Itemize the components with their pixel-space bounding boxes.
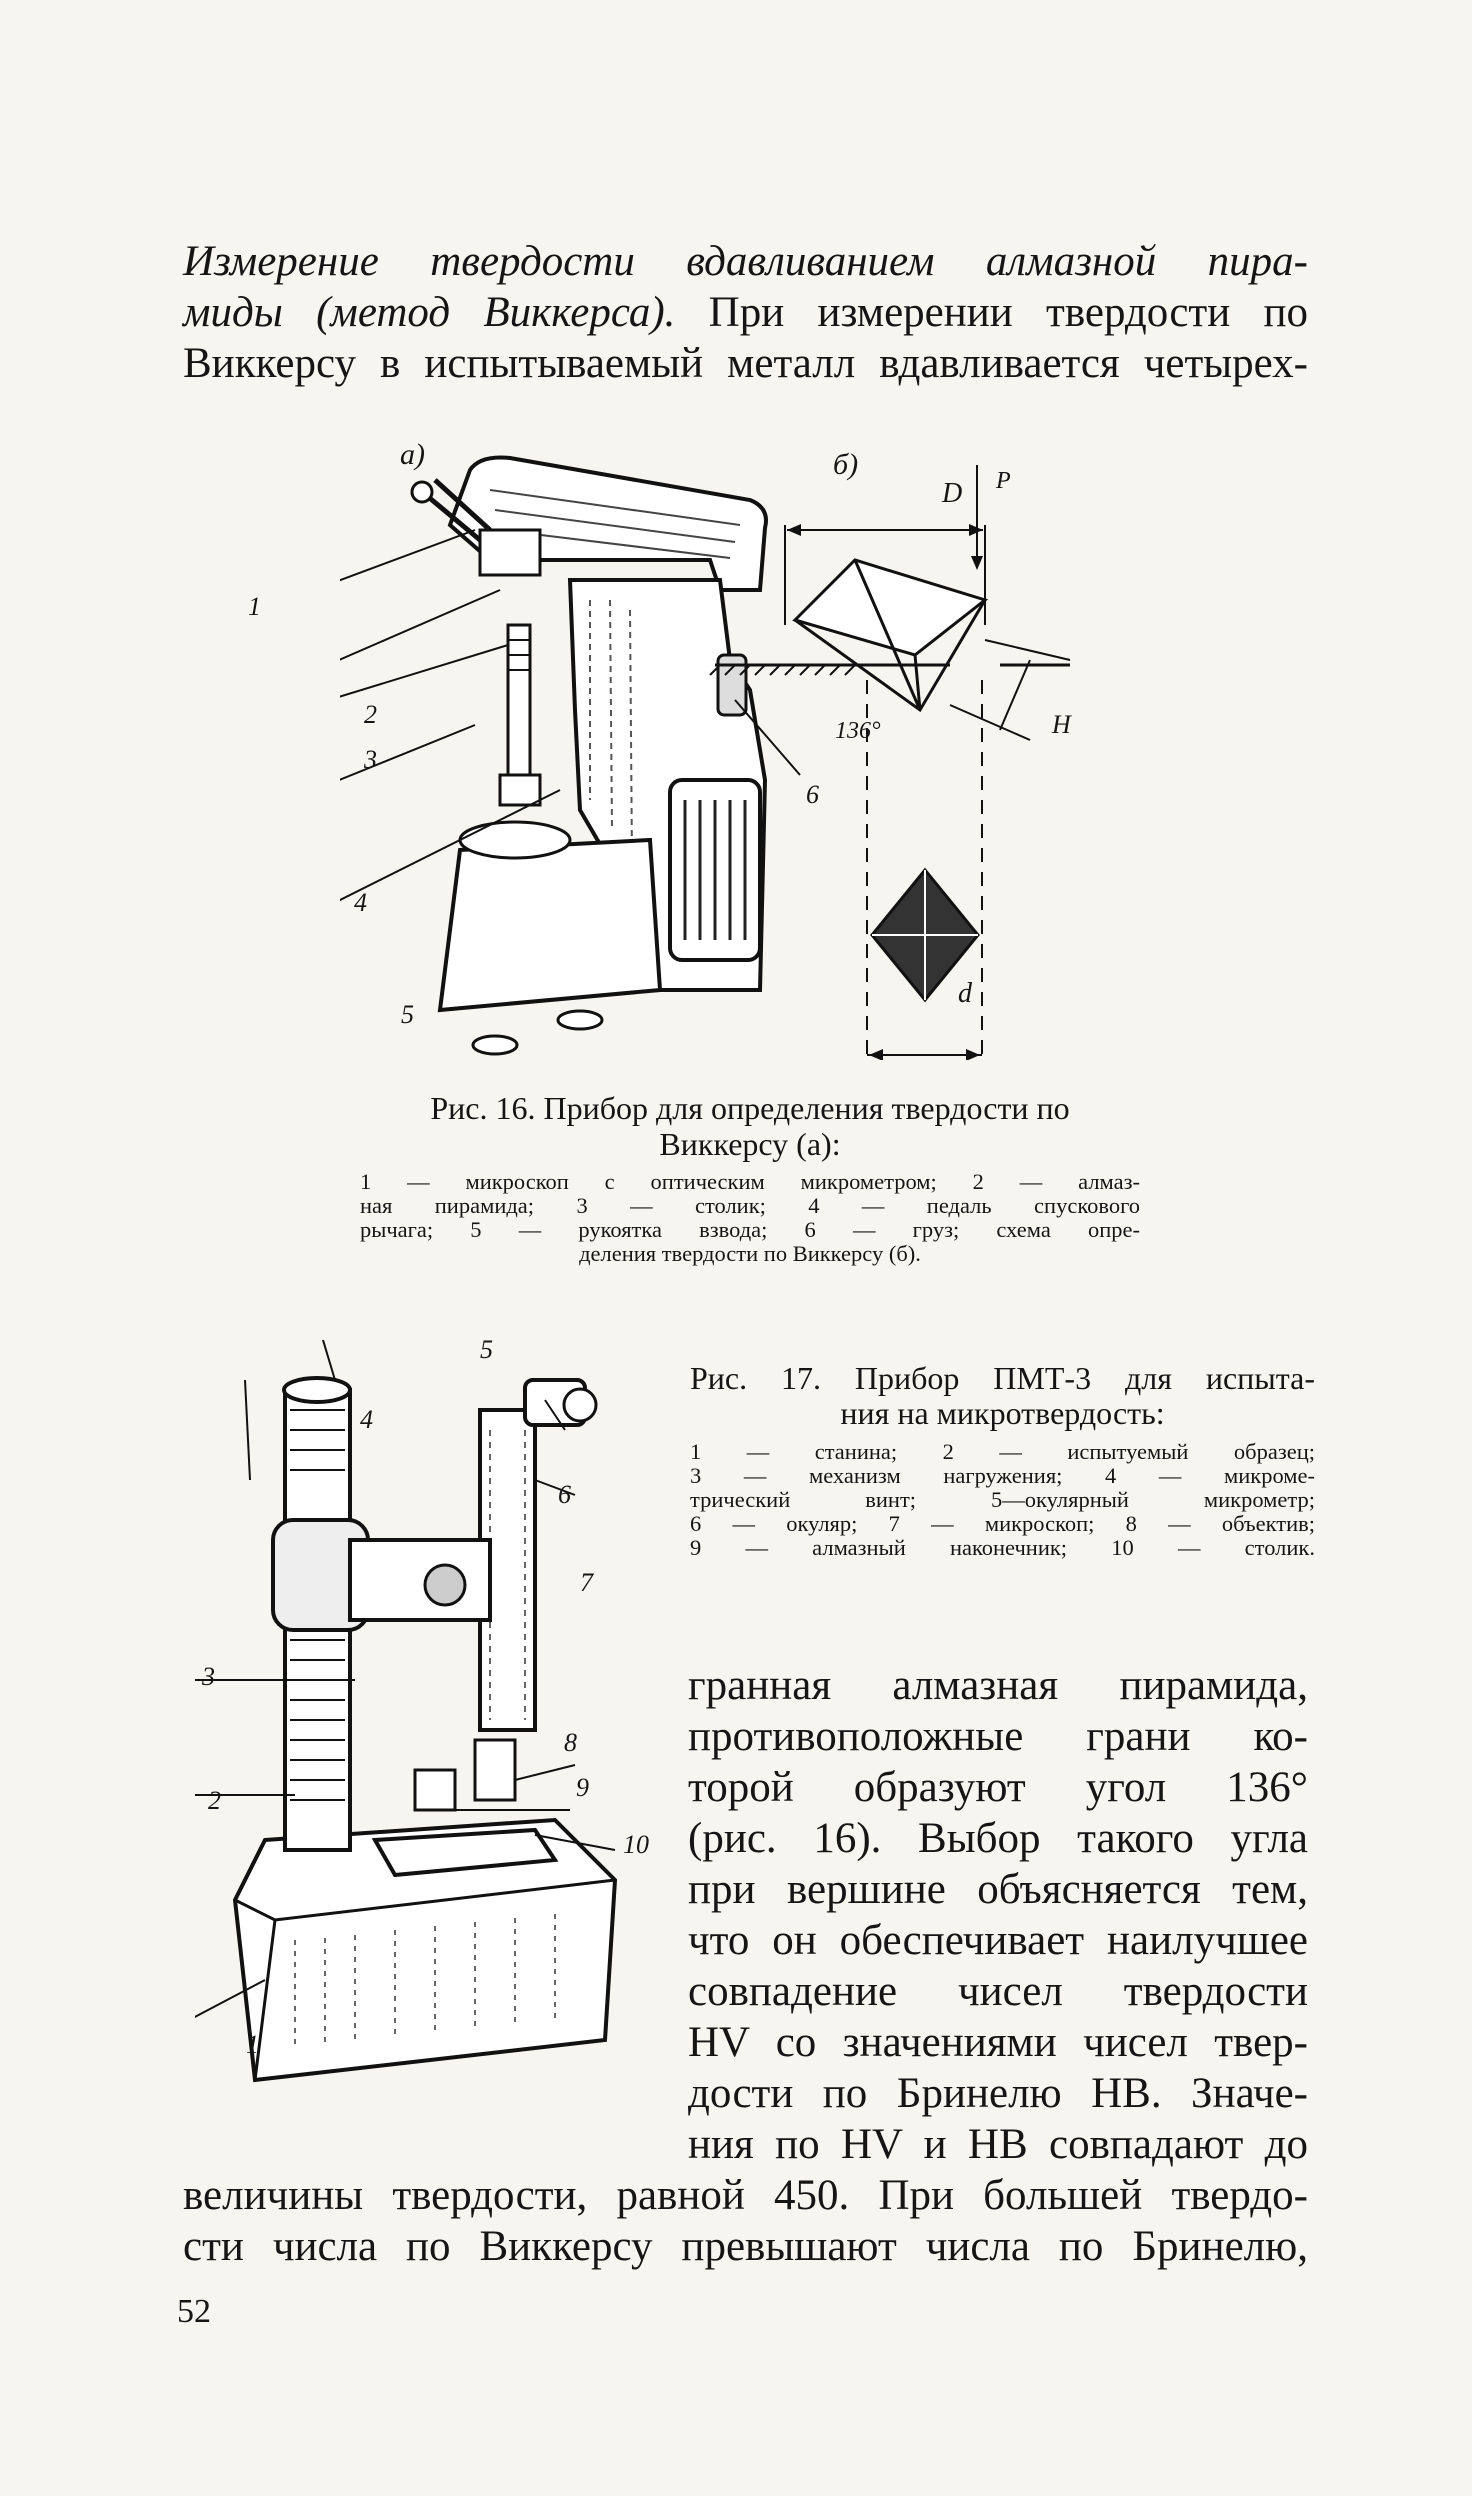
fig16-caption-line1: Рис. 16. Прибор для определения твердости по xyxy=(430,1090,1070,1126)
diagram-label-H: H xyxy=(1052,710,1071,739)
body-line: дости по Бринелю HB. Значе- xyxy=(688,2070,1308,2117)
body-line: что он обеспечивает наилучшее xyxy=(688,1917,1308,1964)
fig16-callout-5: 5 xyxy=(401,1000,414,1029)
fig17-legend-line: трический винт; 5—окулярный микрометр; xyxy=(690,1487,1315,1512)
diagram-label-D: D xyxy=(942,478,963,509)
figure-16 xyxy=(340,430,1160,1060)
fig16-callout-3: 3 xyxy=(364,745,377,774)
fig16-legend-line: ная пирамида; 3 — столик; 4 — педаль спускового xyxy=(360,1193,1140,1218)
fig17-callout-1: 1 xyxy=(246,2030,259,2059)
fig17-legend-line: 9 — алмазный наконечник; 10 — столик. xyxy=(690,1535,1315,1560)
fig16-legend-line: 1 — микроскоп с оптическим микрометром; 2 — алмаз- xyxy=(360,1169,1140,1194)
intro-line-1 xyxy=(183,236,1308,287)
fig17-legend-line: 3 — механизм нагружения; 4 — микроме- xyxy=(690,1463,1315,1488)
fig17-callout-6: 6 xyxy=(558,1480,571,1509)
text-run: При измерении твердости по xyxy=(708,289,1308,336)
fig17-callout-5: 5 xyxy=(480,1335,493,1364)
fig16-legend-line: рычага; 5 — рукоятка взвода; 6 — груз; схема опре- xyxy=(360,1217,1140,1242)
fig17-callout-10: 10 xyxy=(623,1830,649,1859)
fig16-label-b: б) xyxy=(833,448,859,481)
fig16-caption-line2: Виккерсу (а): xyxy=(659,1126,841,1162)
body-line: (рис. 16). Выбор такого угла xyxy=(688,1815,1308,1862)
body-line: при вершине объясняется тем, xyxy=(688,1866,1308,1913)
intro-line-3: Виккерсу в испытываемый металл вдавливается четырех- xyxy=(183,340,1308,387)
diagram-label-d: d xyxy=(958,978,972,1009)
body-line-full: сти числа по Виккерсу превышают числа по Бринелю, xyxy=(183,2223,1308,2270)
fig16-callout-2: 2 xyxy=(364,700,377,729)
body-line: гранная алмазная пирамида, xyxy=(688,1662,1308,1709)
fig17-legend-line: 1 — станина; 2 — испытуемый образец; xyxy=(690,1439,1315,1464)
fig17-callout-4: 4 xyxy=(360,1405,373,1434)
section-title-part: миды (метод Виккерса). xyxy=(183,289,676,336)
body-line-full: величины твердости, равной 450. При большей твердо- xyxy=(183,2172,1308,2219)
fig16-callout-6: 6 xyxy=(806,780,819,809)
fig16-callout-1: 1 xyxy=(248,592,261,621)
fig17-callout-2: 2 xyxy=(208,1786,221,1815)
stage-screw xyxy=(508,625,530,775)
fig17-callout-8: 8 xyxy=(564,1728,577,1757)
fig16-callout-4: 4 xyxy=(354,888,367,917)
intro-line-2 xyxy=(183,287,1308,338)
body-line: торой образуют угол 136° xyxy=(688,1764,1308,1811)
body-line: ния по HV и HB совпадают до xyxy=(688,2121,1308,2168)
fig17-callout-9: 9 xyxy=(576,1773,589,1802)
body-line: совпадение чисел твердости xyxy=(688,1968,1308,2015)
body-line: HV со значениями чисел твер- xyxy=(688,2019,1308,2066)
section-title-part: Измерение твердости вдавливанием алмазной пира- xyxy=(183,238,1308,285)
body-line: противоположные грани ко- xyxy=(688,1713,1308,1760)
page-number: 52 xyxy=(177,2293,211,2330)
diagram-label-P: P xyxy=(996,468,1011,494)
diagram-angle: 136° xyxy=(835,718,881,744)
fig16-legend-line: деления твердости по Виккерсу (б). xyxy=(579,1241,921,1266)
fig17-caption-line1: Рис. 17. Прибор ПМТ-3 для испыта- xyxy=(690,1360,1315,1396)
figure-17 xyxy=(195,1340,685,2100)
fig17-caption-line2: ния на микротвердость: xyxy=(840,1395,1165,1431)
fig17-callout-7: 7 xyxy=(580,1568,593,1597)
vickers-base xyxy=(440,840,660,1010)
fig16-label-a: а) xyxy=(400,438,425,471)
fig17-legend-line: 6 — окуляр; 7 — микроскоп; 8 — объектив; xyxy=(690,1511,1315,1536)
fig17-callout-3: 3 xyxy=(202,1662,215,1691)
